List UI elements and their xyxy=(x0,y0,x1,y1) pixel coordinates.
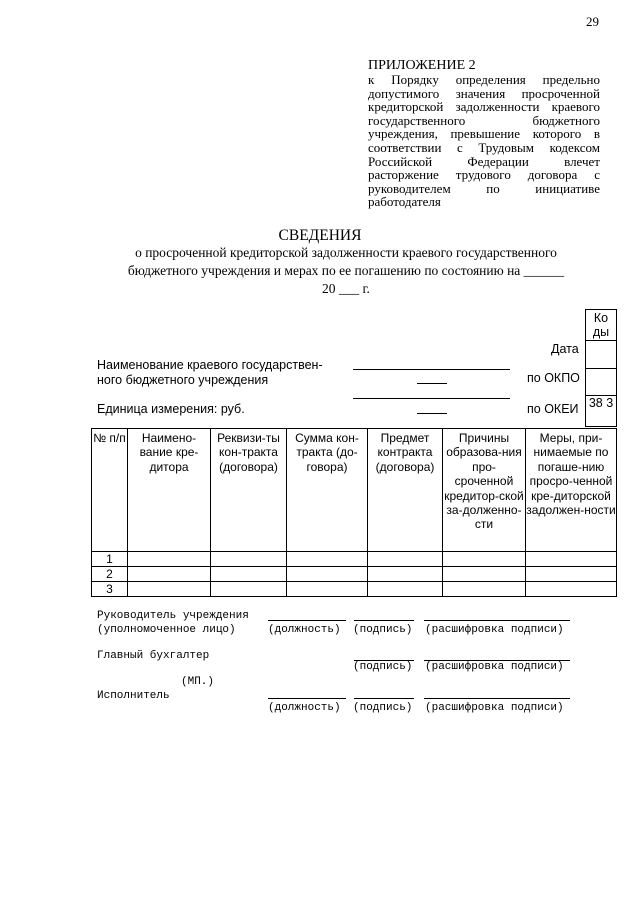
appendix-text: к Порядку определения предельно допустимого значения просроченной кредиторской задолженности краевого государственного бюджетного учреждения, превышение которого в соответствии с Трудовым кодексом Российской Федерации влечет расторжение трудового договора с руководителем по инициативе работодателя xyxy=(368,72,600,210)
executor-label: Исполнитель xyxy=(97,690,170,702)
org-name-line-1[interactable] xyxy=(353,369,510,370)
accountant-label: Главный бухгалтер xyxy=(97,650,210,662)
table-cell[interactable] xyxy=(128,552,211,567)
row-number: 2 xyxy=(92,567,128,582)
codes-box xyxy=(585,309,617,427)
head-decoding-line[interactable] xyxy=(424,620,570,621)
head-position-line[interactable] xyxy=(268,620,346,621)
subtitle-line-3: 20 ___ г. xyxy=(322,281,370,296)
document-subtitle xyxy=(90,244,602,298)
header-contract-subject: Предмет контракта (договора) xyxy=(368,429,443,552)
head-signature-caption: (подпись) xyxy=(353,624,413,636)
table-cell[interactable] xyxy=(368,552,443,567)
table-row xyxy=(92,552,617,567)
table-cell[interactable] xyxy=(368,567,443,582)
table-cell[interactable] xyxy=(443,582,526,597)
codes-header: Ко ды xyxy=(586,310,616,341)
header-number: № п/п xyxy=(92,429,128,552)
table-cell[interactable] xyxy=(526,552,617,567)
head-label-sub: (уполномоченное лицо) xyxy=(97,624,236,636)
head-position-caption: (должность) xyxy=(268,624,341,636)
header-contract-details: Реквизи-ты кон-тракта (договора) xyxy=(211,429,287,552)
table-cell[interactable] xyxy=(287,552,368,567)
row-number: 3 xyxy=(92,582,128,597)
header-repayment-measures: Меры, при-нимаемые по погаше-нию просро-ченной кре-диторской задолжен-ности xyxy=(526,429,617,552)
code-okei-cell: 38 3 xyxy=(588,396,614,410)
head-decoding-caption: (расшифровка подписи) xyxy=(425,624,564,636)
table-cell[interactable] xyxy=(443,567,526,582)
header-contract-amount: Сумма кон-тракта (до-говора) xyxy=(287,429,368,552)
page-number: 29 xyxy=(586,14,599,29)
table-cell[interactable] xyxy=(368,582,443,597)
table-row xyxy=(92,582,617,597)
document-title: СВЕДЕНИЯ xyxy=(278,227,362,244)
table-cell[interactable] xyxy=(211,582,287,597)
table-cell[interactable] xyxy=(211,567,287,582)
table-cell[interactable] xyxy=(287,582,368,597)
head-label: Руководитель учреждения xyxy=(97,610,249,622)
head-signature-line[interactable] xyxy=(354,620,414,621)
code-okpo-cell xyxy=(586,369,616,396)
table-cell[interactable] xyxy=(526,567,617,582)
table-cell[interactable] xyxy=(128,582,211,597)
code-date-cell xyxy=(586,341,616,369)
org-name-label-line-1: Наименование краевого государствен- xyxy=(97,358,323,372)
table-cell[interactable] xyxy=(128,567,211,582)
executor-decoding-line[interactable] xyxy=(424,698,570,699)
accountant-signature-caption: (подпись) xyxy=(353,661,413,673)
executor-decoding-caption: (расшифровка подписи) xyxy=(425,702,564,714)
unit-line[interactable] xyxy=(417,413,447,414)
table-cell[interactable] xyxy=(443,552,526,567)
header-creditor-name: Наимено-вание кре-дитора xyxy=(128,429,211,552)
creditor-table xyxy=(91,428,617,597)
table-header-row xyxy=(92,429,617,552)
appendix-title: ПРИЛОЖЕНИЕ 2 xyxy=(368,58,476,73)
org-name-line-3[interactable] xyxy=(353,398,510,399)
executor-position-line[interactable] xyxy=(268,698,346,699)
table-cell[interactable] xyxy=(211,552,287,567)
okei-label: по ОКЕИ xyxy=(527,402,579,416)
org-name-line-2[interactable] xyxy=(417,383,447,384)
table-row xyxy=(92,567,617,582)
table-cell[interactable] xyxy=(526,582,617,597)
executor-position-caption: (должность) xyxy=(268,702,341,714)
subtitle-line-2: бюджетного учреждения и мерах по ее погашению по состоянию на ______ xyxy=(127,263,565,278)
table-cell[interactable] xyxy=(287,567,368,582)
row-number: 1 xyxy=(92,552,128,567)
executor-signature-caption: (подпись) xyxy=(353,702,413,714)
okpo-label: по ОКПО xyxy=(527,371,580,385)
accountant-decoding-caption: (расшифровка подписи) xyxy=(425,661,564,673)
subtitle-line-1: о просроченной кредиторской задолженности краевого государственного xyxy=(135,245,557,260)
executor-signature-line[interactable] xyxy=(354,698,414,699)
org-name-label xyxy=(97,358,323,387)
date-label: Дата xyxy=(551,342,579,356)
unit-label: Единица измерения: руб. xyxy=(97,402,245,416)
header-debt-reasons: Причины образова-ния про-сроченной кредитор-ской за-долженно-сти xyxy=(443,429,526,552)
org-name-label-line-2: ного бюджетного учреждения xyxy=(97,372,269,387)
stamp-label: (МП.) xyxy=(181,676,215,688)
